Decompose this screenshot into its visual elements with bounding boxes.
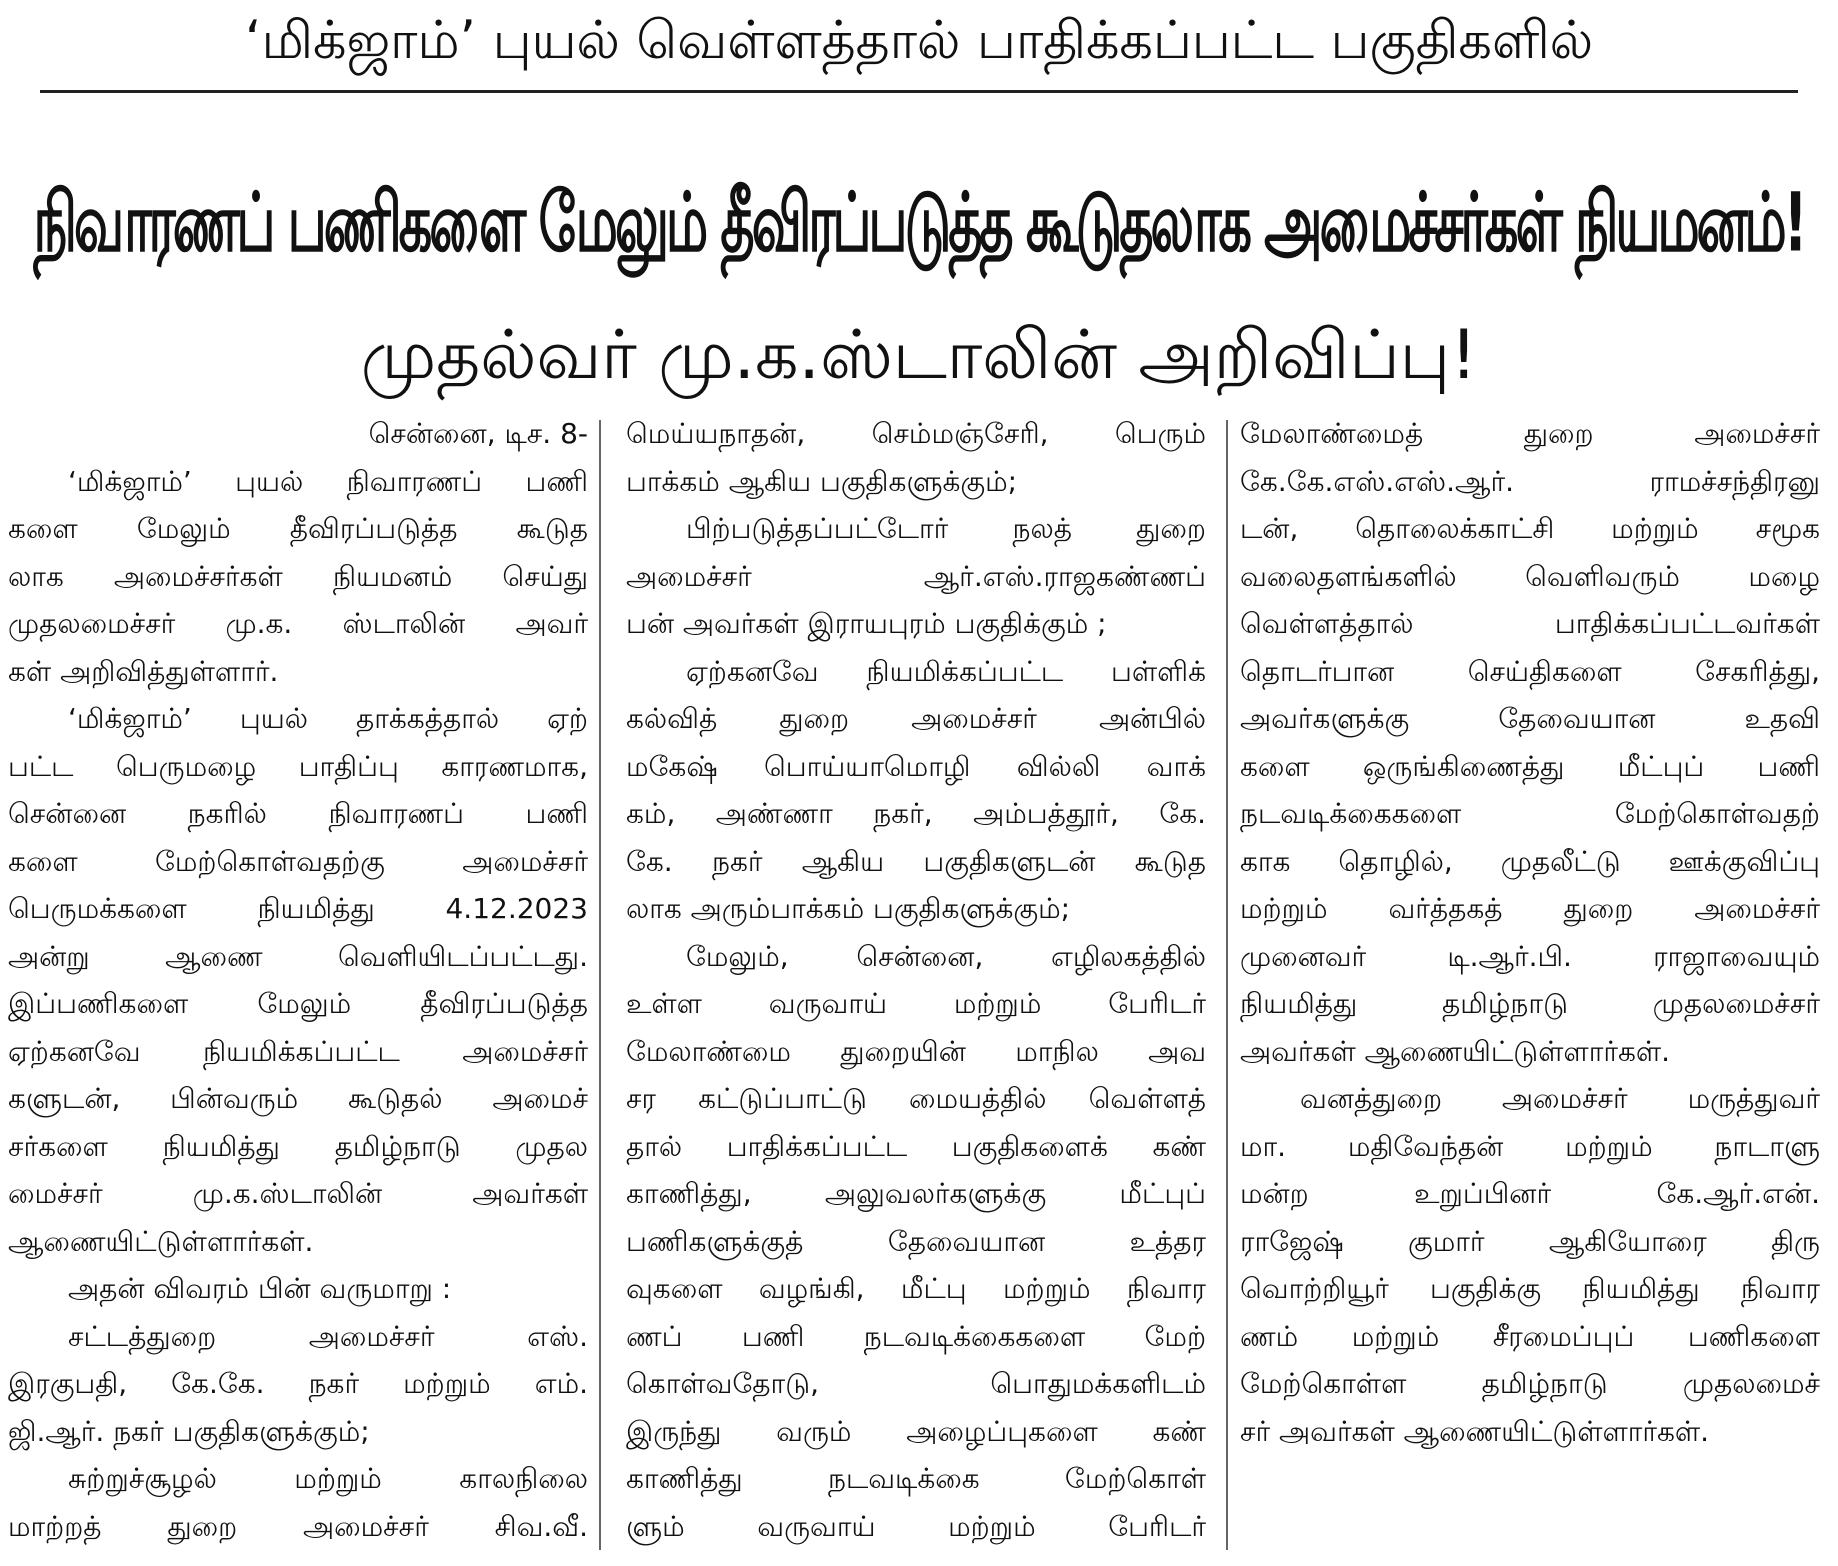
text-line: கல்வித் துறை அமைச்சர் அன்பில் <box>626 702 1206 735</box>
text-line: களை ஒருங்கிணைத்து மீட்புப் பணி <box>1240 749 1820 783</box>
text-line: காணித்து, அலுவலர்களுக்கு மீட்புப் <box>626 1177 1206 1210</box>
text-line: இருந்து வரும் அழைப்புகளை கண் <box>626 1414 1206 1448</box>
kicker-headline: ‘மிக்ஜாம்’ புயல் வெள்ளத்தால் பாதிக்கப்பட்ட பகுதிகளில் <box>244 10 1594 71</box>
text-line: உள்ள வருவாய் மற்றும் பேரிடர் <box>626 987 1206 1020</box>
text-line: ஆணையிட்டுள்ளார்கள். <box>8 1224 314 1258</box>
text-line: கம், அண்ணா நகர், அம்பத்தூர், கே. <box>626 797 1206 830</box>
text-line: பட்ட பெருமழை பாதிப்பு காரணமாக, <box>8 749 588 783</box>
text-line: மேற்கொள்ள தமிழ்நாடு முதலமைச் <box>1240 1367 1820 1400</box>
dateline: சென்னை, டிச. 8- <box>368 417 588 450</box>
text-line: மா. மதிவேந்தன் மற்றும் நாடாளு <box>1240 1129 1820 1163</box>
text-line: பெருமக்களை நியமித்து 4.12.2023 <box>8 892 588 925</box>
text-line: முதலமைச்சர் மு.க. ஸ்டாலின் அவர் <box>8 607 588 640</box>
text-line: களுடன், பின்வரும் கூடுதல் அமைச் <box>8 1082 588 1115</box>
text-line: சென்னை நகரில் நிவாரணப் பணி <box>8 797 588 830</box>
text-line: சர கட்டுப்பாட்டு மையத்தில் வெள்ளத் <box>626 1082 1206 1115</box>
text-line: ணம் மற்றும் சீரமைப்புப் பணிகளை <box>1240 1319 1820 1353</box>
text-line: காக தொழில், முதலீட்டு ஊக்குவிப்பு <box>1240 844 1820 878</box>
headline-rule <box>40 90 1798 93</box>
text-line: பன் அவர்கள் இராயபுரம் பகுதிக்கும் ; <box>626 607 1107 640</box>
text-line: லாக அமைச்சர்கள் நியமனம் செய்து <box>8 559 588 593</box>
text-line: களை மேற்கொள்வதற்கு அமைச்சர் <box>8 844 588 878</box>
text-line: வொற்றியூர் பகுதிக்கு நியமித்து நிவார <box>1240 1272 1820 1305</box>
text-line: சட்டத்துறை அமைச்சர் எஸ். <box>68 1319 588 1353</box>
text-line: பாக்கம் ஆகிய பகுதிகளுக்கும்; <box>626 464 1018 498</box>
text-line: அவர்கள் ஆணையிட்டுள்ளார்கள். <box>1240 1034 1671 1068</box>
text-line: காணித்து நடவடிக்கை மேற்கொள் <box>626 1462 1206 1495</box>
text-line: இரகுபதி, கே.கே. நகர் மற்றும் எம். <box>8 1367 588 1400</box>
text-line: மைச்சர் மு.க.ஸ்டாலின் அவர்கள் <box>8 1177 588 1210</box>
text-line: மாற்றத் துறை அமைச்சர் சிவ.வீ. <box>8 1509 588 1543</box>
article-body <box>8 410 1830 1560</box>
text-line: மேலும், சென்னை, எழிலகத்தில் <box>686 939 1206 973</box>
text-line: தால் பாதிக்கப்பட்ட பகுதிகளைக் கண் <box>626 1129 1206 1163</box>
text-line: ஏற்கனவே நியமிக்கப்பட்ட பள்ளிக் <box>686 654 1206 688</box>
text-line: கொள்வதோடு, பொதுமக்களிடம் <box>626 1367 1206 1400</box>
text-line: இப்பணிகளை மேலும் தீவிரப்படுத்த <box>8 987 588 1020</box>
text-line: தொடர்பான செய்திகளை சேகரித்து, <box>1240 654 1820 688</box>
sub-headline: முதல்வர் மு.க.ஸ்டாலின் அறிவிப்பு! <box>360 315 1478 394</box>
text-line: டன், தொலைக்காட்சி மற்றும் சமூக <box>1240 512 1820 545</box>
text-line: சர் அவர்கள் ஆணையிட்டுள்ளார்கள். <box>1240 1414 1710 1448</box>
text-line: கே.கே.எஸ்.எஸ்.ஆர். ராமச்சந்திரனு <box>1240 464 1820 498</box>
text-line: சர்களை நியமித்து தமிழ்நாடு முதல <box>8 1129 588 1163</box>
text-line: மற்றும் வர்த்தகத் துறை அமைச்சர் <box>1240 892 1820 925</box>
text-line: ‘மிக்ஜாம்’ புயல் நிவாரணப் பணி <box>68 464 588 498</box>
main-headline: நிவாரணப் பணிகளை மேலும் தீவிரப்படுத்த கூடுதலாக அமைச்சர்கள் நியமனம்! <box>33 176 1805 271</box>
text-line: வலைதளங்களில் வெளிவரும் மழை <box>1240 559 1820 593</box>
text-line: மேலாண்மைத் துறை அமைச்சர் <box>1240 417 1820 450</box>
text-line: வனத்துறை அமைச்சர் மருத்துவர் <box>1300 1082 1820 1115</box>
text-line: ஏற்கனவே நியமிக்கப்பட்ட அமைச்சர் <box>8 1034 588 1068</box>
text-line: மேலாண்மை துறையின் மாநில அவ <box>626 1034 1206 1068</box>
text-line: ‘மிக்ஜாம்’ புயல் தாக்கத்தால் ஏற் <box>68 702 588 735</box>
article-column-2 <box>626 410 1206 1560</box>
text-line: சுற்றுச்சூழல் மற்றும் காலநிலை <box>68 1462 588 1495</box>
text-line: அதன் விவரம் பின் வருமாறு : <box>68 1272 452 1305</box>
text-line: நடவடிக்கைகளை மேற்கொள்வதற் <box>1240 797 1820 830</box>
text-line: மெய்யநாதன், செம்மஞ்சேரி, பெரும் <box>626 417 1206 450</box>
text-line: நியமித்து தமிழ்நாடு முதலமைச்சர் <box>1240 987 1820 1020</box>
text-line: ணப் பணி நடவடிக்கைகளை மேற் <box>626 1319 1206 1353</box>
text-line: அமைச்சர் ஆர்.எஸ்.ராஜகண்ணப் <box>626 559 1206 593</box>
text-line: ளும் வருவாய் மற்றும் பேரிடர் <box>626 1509 1206 1543</box>
text-line: லாக அரும்பாக்கம் பகுதிகளுக்கும்; <box>626 892 1071 925</box>
text-line: அவர்களுக்கு தேவையான உதவி <box>1240 702 1820 735</box>
article-column-1 <box>8 410 588 1560</box>
text-line: மகேஷ் பொய்யாமொழி வில்லி வாக் <box>626 749 1206 783</box>
text-line: பிற்படுத்தப்பட்டோர் நலத் துறை <box>686 512 1206 545</box>
article-column-3 <box>1240 410 1820 1560</box>
text-line: வுகளை வழங்கி, மீட்பு மற்றும் நிவார <box>626 1272 1206 1305</box>
text-line: ஜி.ஆர். நகர் பகுதிகளுக்கும்; <box>8 1414 370 1448</box>
text-line: வெள்ளத்தால் பாதிக்கப்பட்டவர்கள் <box>1240 607 1820 640</box>
text-line: களை மேலும் தீவிரப்படுத்த கூடுத <box>8 512 588 545</box>
text-line: கே. நகர் ஆகிய பகுதிகளுடன் கூடுத <box>626 844 1206 878</box>
text-line: முனைவர் டி.ஆர்.பி. ராஜாவையும் <box>1240 939 1820 973</box>
text-line: அன்று ஆணை வெளியிடப்பட்டது. <box>8 939 588 973</box>
text-line: ராஜேஷ் குமார் ஆகியோரை திரு <box>1240 1224 1820 1258</box>
text-line: மன்ற உறுப்பினர் கே.ஆர்.என். <box>1240 1177 1820 1210</box>
text-line: பணிகளுக்குத் தேவையான உத்தர <box>626 1224 1206 1258</box>
text-line: கள் அறிவித்துள்ளார். <box>8 654 279 688</box>
